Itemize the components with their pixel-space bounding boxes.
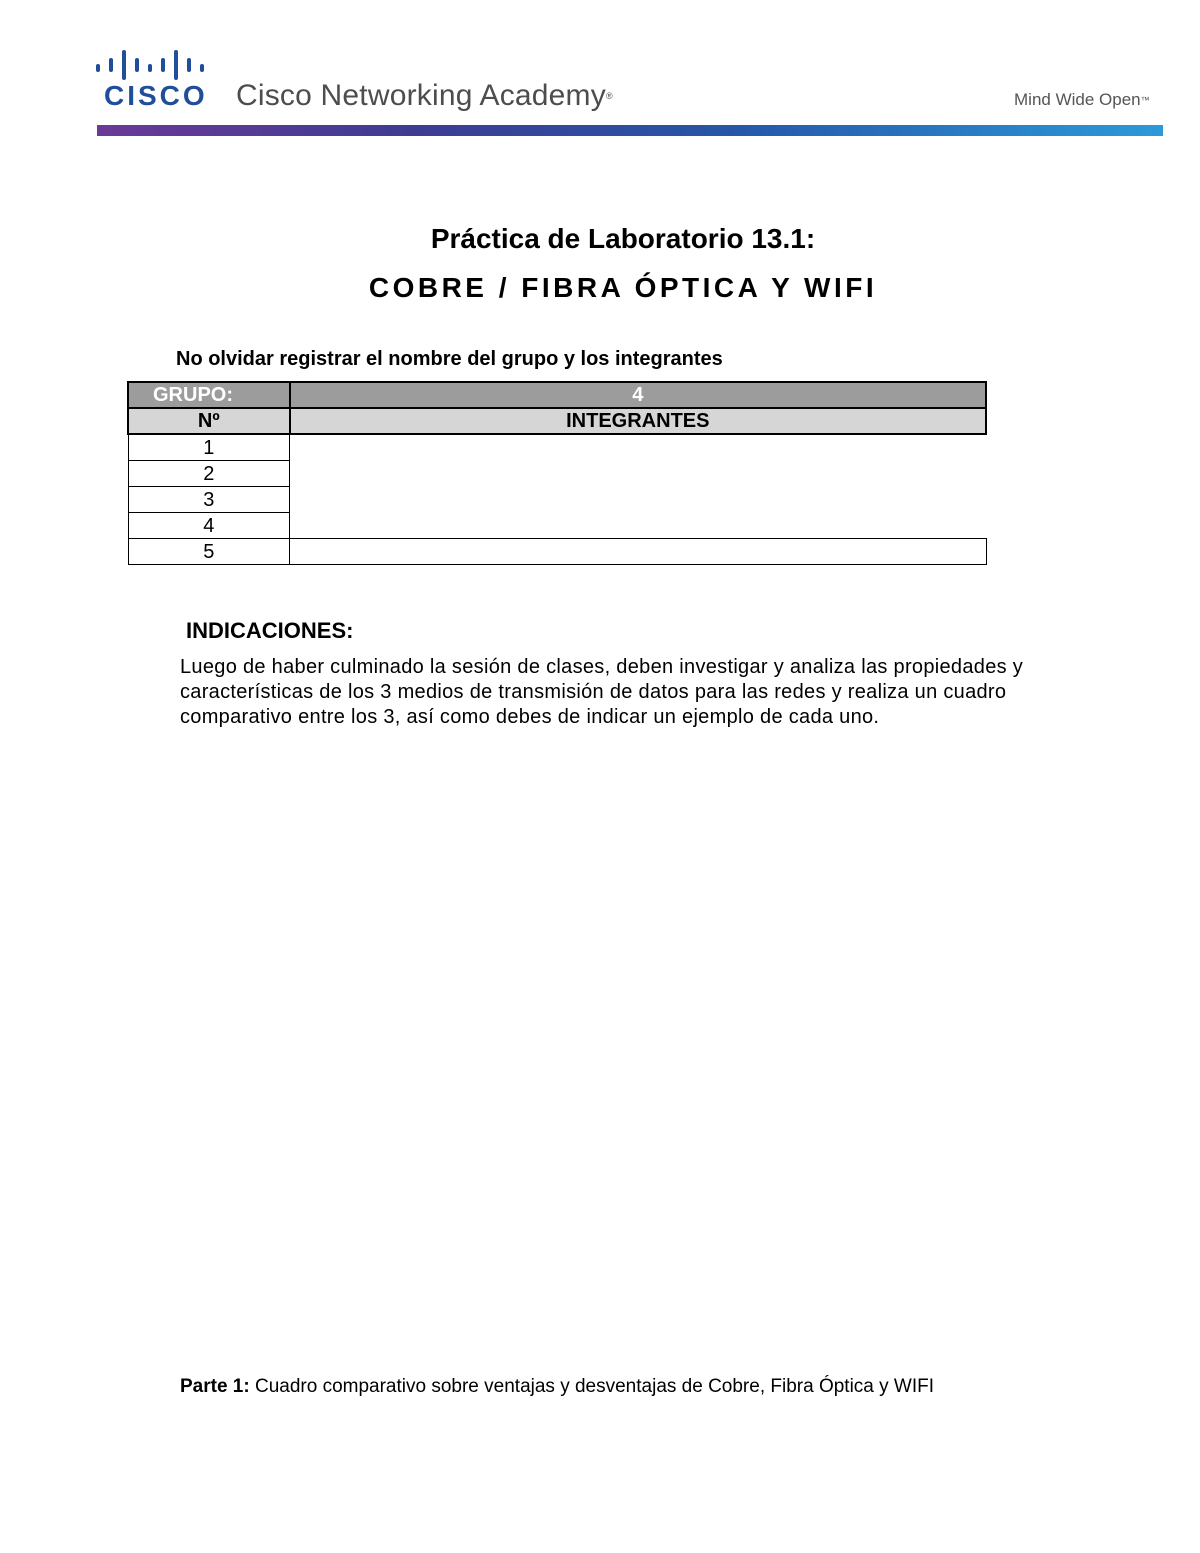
member-number: 4	[128, 513, 290, 539]
academy-name: Cisco Networking Academy	[236, 79, 606, 112]
part1-heading	[180, 1375, 934, 1399]
member-name-cell[interactable]	[290, 513, 986, 539]
header-gradient-rule	[97, 125, 1163, 136]
page-title: Práctica de Laboratorio 13.1:	[430, 223, 816, 254]
member-name-cell[interactable]	[290, 461, 986, 487]
table-row	[128, 461, 986, 487]
member-name-cell[interactable]	[290, 487, 986, 513]
tagline-text: Mind Wide Open	[1014, 90, 1141, 109]
member-number: 3	[128, 487, 290, 513]
cisco-logo-bars-icon	[96, 50, 208, 80]
column-header-members: INTEGRANTES	[290, 408, 986, 434]
academy-mark: ®	[605, 91, 613, 101]
member-number: 5	[128, 539, 290, 565]
cisco-logo-word: CISCO	[104, 80, 208, 111]
group-note: No olvidar registrar el nombre del grupo y los integrantes	[176, 348, 723, 370]
table-row	[128, 487, 986, 513]
table-row	[128, 434, 986, 461]
academy-title	[236, 78, 613, 114]
table-row	[128, 513, 986, 539]
group-row	[128, 382, 986, 408]
table-row	[128, 539, 986, 565]
indications-body: Luego de haber culminado la sesión de clases, deben investigar y analiza las propiedades y características de los 3 medios de transmisión de datos para las redes y realiza un cuadro comparativo entre los 3, así como debes de indicar un ejemplo de cada uno.	[180, 656, 1024, 728]
group-value[interactable]: 4	[290, 382, 986, 408]
member-number: 2	[128, 461, 290, 487]
member-name-cell[interactable]	[290, 539, 986, 565]
member-name-cell[interactable]	[290, 434, 986, 461]
column-header-number: Nº	[128, 408, 290, 434]
tagline-mark: ™	[1140, 95, 1150, 105]
part1-text: Cuadro comparativo sobre ventajas y desventajas de Cobre, Fibra Óptica y WIFI	[254, 1376, 935, 1397]
group-label: GRUPO:	[128, 382, 290, 408]
group-table	[127, 381, 987, 565]
part1-label: Parte 1:	[180, 1376, 250, 1397]
table-header-row	[128, 408, 986, 434]
tagline	[1014, 89, 1150, 111]
member-number: 1	[128, 434, 290, 461]
indications-title: INDICACIONES:	[186, 618, 354, 643]
page-subtitle: COBRE / FIBRA ÓPTICA Y WIFI	[368, 272, 878, 303]
